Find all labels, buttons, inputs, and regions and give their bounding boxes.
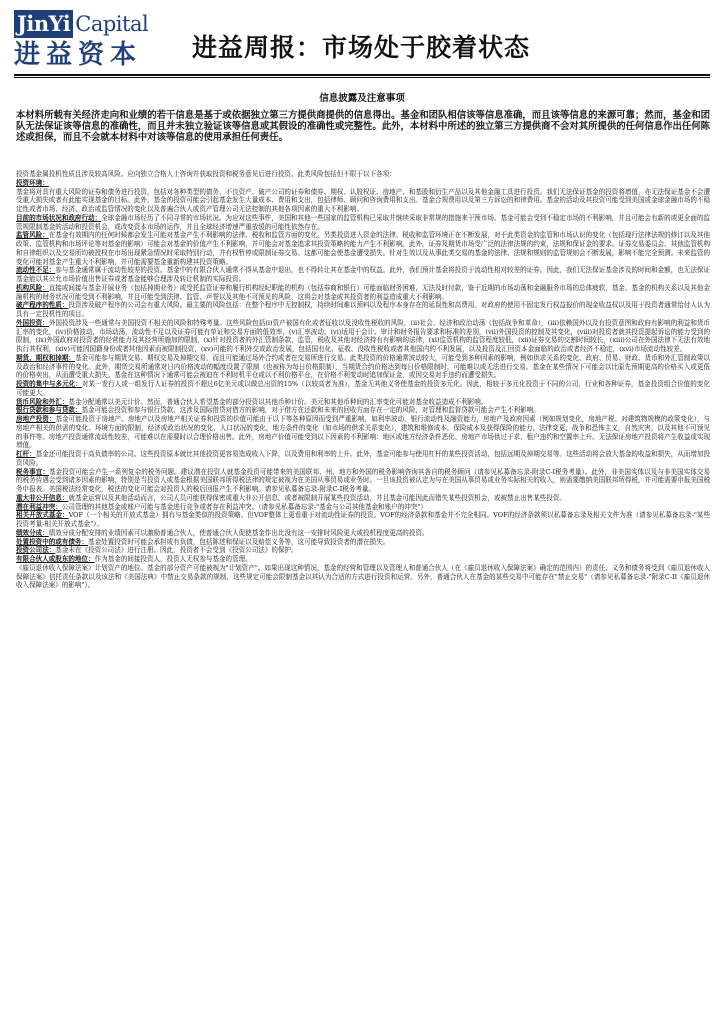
disclosure-paragraph: [16, 555, 710, 564]
disclosure-paragraph: [16, 529, 710, 538]
paragraph-text: 基金处置投资时可能会承担或有负债，包括陈述和保证以及赔偿义务等，这可能导致投资者的潜在损失。: [88, 537, 390, 546]
paragraph-text: 对某一发行人或一组发行人证券的投资不超过6亿美元或以做总出资的15%（以较高者为准），基金无其他义务使基金的投资多元化。因此，相较于多元化投资于不同的公司、行业和各种证券，基金投资组合价值的变化可能更大。: [16, 380, 710, 397]
page-title: 进益周报：市场处于胶着状态: [192, 33, 531, 62]
header-divider-thin: [14, 77, 710, 78]
page-header: [14, 10, 710, 72]
disclosure-paragraph: [16, 415, 710, 450]
company-logo: [14, 10, 150, 70]
disclosure-paragraph: [16, 494, 710, 503]
logo-chinese-name: 进益资本: [14, 40, 143, 70]
paragraph-term: 投资的集中与多元化：: [16, 380, 82, 388]
paragraph-text: 基金分配通常以美元计价。然而，普通合伙人希望基金的部分投资以其他币种计价。美元和其他币种间的汇率变化可能对基金收益造成不利影响。: [68, 397, 488, 406]
disclosure-paragraph: [16, 179, 710, 188]
paragraph-text: 绩效分成分配安排的业绩因素可以激励普通合伙人，使普通合伙人促使基金作出比没有这一安排时风险更大或投机程度更高的投资。: [48, 528, 429, 537]
paragraph-text: 基金可能投资于房地产。房地产以及房地产相关证券和投资的价值可能由于以下等各种原因而受到严重影响，如利率波动，银行流动性及融资能力，房地产及政府因素（例如规划变化，房地产税、对建筑物规模的政策变化），与房地产相关的供需的变化、环境方面的限制，经济或政治状况的变化，人口状况的变化，地方条件的变化（如市场的供求关系变化），建筑和维修成本，保险成本及获得保险的能力，法律变更，战争和恐怖主义，自然灾害，以及其他不可预见的事件等。房地产投资通常流动性较差，可能难以在需要时以合理价格出售。此外，房地产价值可能受到以下因素的不利影响：地区或地方经济条件恶化、房地产市场供过于求、租户违约和空置率上升。无法保证房地产投资将产生收益或实现增值。: [16, 415, 710, 450]
paragraph-text: 基金可能参与期货交易、期权交易及掉期交易，而且可能通过场外合约或者在交易所进行交易。此类投资的价格通常波动较大，可能受到多种因素的影响，例如供求关系的变化、政府、贸易、财政、货币和外汇管制政策以及政治和经济事件的变化。此外，期货交易所通常对日内价格波动的幅度设置了限制（也被称为每日价格限制），当期货合约价格达到每日价格限制时，可能难以或无法进行交易。基金在某些情况下可能会以比原先预期更高的价格买入或更低的价格卖出，从而遭受重大损失。基金在这种情况下通常可能会被迫在不利时机平仓或以不利价格平仓，在价格不利变动时追加保证金，或因交易对手违约而遭受损失。: [16, 353, 710, 380]
paragraph-term: 期货、期权和掉期：: [16, 353, 75, 362]
paragraph-term: 税务事宜：: [16, 467, 49, 476]
paragraph-term: 重大非公开信息：: [16, 493, 69, 502]
paragraph-term: 投资环境：: [16, 178, 49, 187]
disclosure-paragraph: [16, 538, 710, 547]
paragraph-term: 目前的市场状况和政府行动：: [16, 213, 102, 222]
paragraph-text: 基金可能会投资和参与银行贷款，这涉及国际借贷对借方的影响，对于借方在还款和未来的回收方面存在一定的风险，对管理和监督贷款可能会产生不利影响。: [81, 406, 540, 415]
disclosure-paragraph: [16, 188, 710, 214]
disclosure-paragraph: [16, 170, 710, 179]
disclosure-paragraph: [16, 511, 710, 529]
disclosure-paragraph: [16, 354, 710, 380]
disclosure-paragraph: [16, 380, 710, 398]
paragraph-text: VOF（一个相关的开放式基金）拥有与基金类似的投资策略。但VOF整体上更看重于对流动性证券的投资。VOF的经济条款和基金并不完全相同。VOF的经济条款须以私募备忘录及相关文件为准（请参见私募备忘录-"某些投资考量-相关开放式基金"）。: [16, 511, 710, 528]
paragraph-term: 银行贷款和参与贷款：: [16, 406, 82, 415]
paragraph-text: 基金还可能投资于高负债率的公司。这些投资原本就比其他投资更容易造成收入下降，以及费用和利率的上升。此外，基金可能参与使用杠杆的某些投资活动，包括远期及掉期交易等。这些活动将会放大基金的收益和损失，从而增加投资风险。: [16, 450, 710, 467]
paragraph-term: 机构风险：: [16, 283, 49, 292]
paragraph-text: 公司管理的其他基金或账户可能与基金进行竞争或者存在利益冲突。（请参见私募备忘录-"基金与公司其他基金和账户的冲突"）: [61, 502, 427, 511]
paragraph-term: 投资公司法：: [16, 546, 56, 555]
paragraph-text: 参与基金通常属于流动性较差的投资。基金中的有限合伙人通常不得从基金中退出，也不得转让其在基金中的权益。此外，我们预计基金将投资于流动性相对较差的证券。因此，我们无法保证基金涉及的时间和金额，也无法保证基金能以其公允市场价值出售证券或者基金能够合理涉及转让机制的实际投资。: [16, 266, 710, 283]
paragraph-term: 有限合伙人或股东的地位：: [16, 555, 95, 563]
paragraph-term: 货币风险和外汇：: [16, 397, 69, 406]
disclosure-paragraph: [16, 546, 710, 555]
logo-capital: Capital: [75, 12, 149, 36]
disclosure-paragraph: [16, 450, 710, 468]
paragraph-term: 监管风险：: [16, 231, 49, 240]
paragraph-text: 基金未在《投资公司法》进行注册。因此，投资者不会受到《投资公司法》的保护。: [55, 546, 298, 555]
logo-wordmark: [14, 10, 150, 38]
paragraph-term: 外国投资：: [16, 318, 49, 327]
disclosure-paragraph: [16, 503, 710, 512]
paragraph-term: 破产程序的性质：: [16, 301, 69, 310]
logo-jinyi: JinYi: [14, 10, 73, 38]
disclosure-paragraph: [16, 468, 710, 494]
disclosure-paragraph: [16, 284, 710, 302]
disclosure-paragraph: [16, 564, 710, 590]
paragraph-term: 绩效分成：: [16, 528, 49, 537]
disclosure-paragraph: [16, 266, 710, 284]
paragraph-term: 流动性不足：: [16, 266, 56, 275]
paragraph-text: 外国投资涉及一些通常与美国投资不相关的风险和特殊考量。这些风险包括(i)资产被国有化或者征收以及没收性税收的风险，(ii)社会、经济和政治动荡（包括战争和革命），(iii)依赖国外以及有投资意图和政府有影响的利益和货币汇率的变化，(iv)价格波动，市场动荡，流动性不足以及证券可能有单证和交易方面的低效率，(v)汇率波动，(vi)适用于会计、审计和财务报告要求和标准的差别，(vii)外国投资的控制及其变化，(viii)对投资者就其投资提起诉讼的能力受到的限制，(ix)外国政府对投资者的经营能力及其经营所施加的限制，(x)针对投资者的外汇管制条款、监管，税收及其他对经济持有有影响的法律，(xi)监管机构的监管程度较低，(xii)证券交易的交割时间较长，(xiii)公司在外国法律下无法有效地执行其权利，(xiv)可能因国籍身份或者其他因素而被限制投资，(xv)可能的不利外交或政治发展，包括国有化、征收、没收性税收或者其他国内的不利发展，以及投资及汇回资本金面临的政治或者经济不稳定，(xvi)市场流动性较差。: [16, 318, 710, 353]
paragraph-term: 潜在利益冲突：: [16, 502, 62, 511]
header-divider: [14, 74, 710, 76]
paragraph-term: 房地产投资：: [16, 415, 56, 423]
disclosure-body: [16, 170, 710, 590]
disclosure-paragraph: [16, 231, 710, 266]
disclosure-paragraph: [16, 301, 710, 319]
paragraph-text: 全球金融市场经历了不同寻常的市场状况。为应对这些事件，美国和其他一些国家的监管机构已采取并继续采取非常规的措施来干预市场。基金可能会受到不稳定市场的不利影响，并且可能会有新的或更全面的监管规限制基金的活动和投资机会，或改变资本市场的运作，并且全球经济增速严重放缓的可能性依然存在。: [16, 213, 710, 231]
paragraph-text: 投资基金属投机性质且涉及较高风险。应向独立合格人士咨询并获取投资和税务意见后进行投资。此类风险包括但不限于以下各项：: [16, 170, 396, 178]
paragraph-text: 《雇员退休收入保障法案》计划资产的地位。基金的部分资产可能被视为"计划资产"。如果出现这种情况，基金的经营和管理以及管理人和普通合伙人（在《雇员退休收入保障法案》确定的范围内）的责任、义务和债务将受到《雇员退休收入保障法案》信托责任条款以及该法和《美国法典》中禁止交易条款的规制，这些规定可能会限制基金以其认为合适的方式进行投资和运营。另外，普通合伙人在基金的某些交易中可能存在"禁止交易"（请参见私募备忘录-"附录C-II《雇员退休收入保障法案》的影响"）。: [16, 563, 710, 590]
paragraph-text: 在基金有效期内的任何时候都会发生可能对基金产生不利影响的法律、税收和监管方面的变化。另类投资进入资金的法律、税收和监管环境正在不断发展，对于此类资金的监管和市场认识的变化（包括现行法律法规的修订以及其他政策、监管机构和市场评论等对基金的影响）可能会对基金的价值产生不利影响，并可能会对基金追求其投资策略的能力产生不利影响。此外，证券及期货市场受广泛的法律法规的约束，法规和保证金的要求。证券交易委员会、其他监管机构和自律组织以及交易所均被授权在市场出现紧急情况时采取特别行动，并有权暂停或限制证券交易。这都可能会使基金遭受损失。针对生效以及从事此类交易的基金的法律、法规和规则的监管规则会不断发展，影响不能完全预测。未来监管的变化可能对基金产生重大不利影响，并可能需要基金重新构建其投资策略。: [16, 231, 710, 266]
paragraph-term: 相关开放式基金：: [16, 511, 69, 520]
paragraph-text: 投资涉及破产程序的公司会有重大风险。最主要的风险包括：在整个程序中无控制权，持续时间难以预料以及程序本身存在的延误性和高费用。对政府的使用不固定发行权益报价的现金收益权以及用于投资者通常给付人认为具有一定投机性的项目。: [16, 301, 710, 318]
disclosure-paragraph: [16, 214, 710, 232]
disclosure-paragraph: [16, 319, 710, 354]
disclosure-paragraph: [16, 406, 710, 415]
disclosure-intro: 本材料所载有关经济走向和业绩的若干信息是基于或依据独立第三方提供商提供的信息得出。基金和团队相信该等信息准确，而且该等信息的来源可靠；然而，基金和团队无法保证该等信息的准确性，而且并未独立验证该等信息或其假设的准确性或完整性。此外，本材料中所述的独立第三方提供商不会对其所提供的任何信息作出任何陈述或担保，而且不会就本材料中对该等信息的使用承担任何责任。: [16, 110, 710, 144]
paragraph-text: 直接或间接与基金开展业务（包括掉期业务）或受托监管证券和履行机构经纪职能的机构（包括券商和银行）可能面临财务困难，无法及时付款，鉴于近期的市场动荡和金融服务市场的总体疲软，基金、基金的机构关系以及其他金融机构的财务状况可能受到不利影响，并且可能受到法律、监管、声誉以及其他不可预见的风险，这将会对基金或其投资者的利益造成重大不利影响。: [16, 283, 710, 301]
paragraph-term: 杠杆：: [16, 450, 36, 458]
paragraph-term: 处置投资中的或有债务：: [16, 537, 89, 546]
paragraph-text: 基金投资可能会产生一系列复杂的税务问题。建议潜在投资人就基金投资可能带来的美国联邦、州、地方和外国的税务影响咨询其各自的税务顾问（请参见私募备忘录-附录C-I税务考量）。此外，非美国实体以及与非美国实体交易的税务待遇会受到诸多因素的影响，特别是当投资人或基金根据美国联邦所得税法律的规定被视为在美国从事贸易或业务时。一旦该投资被认定为与在美国从事贸易或业务实际相关的收入，则需要缴纳美国联邦所得税，并可能需要申报美国税务申报表。美国税法经常变化，税法的变化可能会对投资人的税后回报产生不利影响。请参见私募备忘录-附录C-I税务考量。: [16, 467, 710, 493]
paragraph-text: 就基金运营以及其他活动而言，公司人员可能获得保密或重大非公开信息，或者被限制开展某些投资活动，并且基金可能因此而错失某些投资机会，或被禁止出售某些投资。: [68, 493, 566, 502]
paragraph-text: 作为基金的间接投资人，投资人无权参与基金的管理。: [94, 555, 252, 563]
disclosure-heading: 信息披露及注意事项: [319, 93, 405, 104]
paragraph-text: 基金将对具有重大风险的证券和债务进行投资，包括对各种类型的债务、不良资产、破产公司的证券和债券、期权、认股权证、房地产、和基股和衍生产品以及其他金融工具进行投资。我们无法保证基金的投资将增值，亦无法保证基金不会遭受重大损失或者有此能实现基金的目标。此外，基金的投资可能会引起基金发生大量成本、费用和支出，包括律师、顾问和咨询费用和支出。基金合规费用以及第三方诉讼的和律费用。基金的活动及其投资可能受到美国或金球金融市场的不稳定性或者市场、经济、政治或监管情况的变化以及普遍合伙人或资产管理公司无法控制的其他各项因素的重大不利影响。: [16, 187, 710, 213]
disclosure-paragraph: [16, 398, 710, 407]
